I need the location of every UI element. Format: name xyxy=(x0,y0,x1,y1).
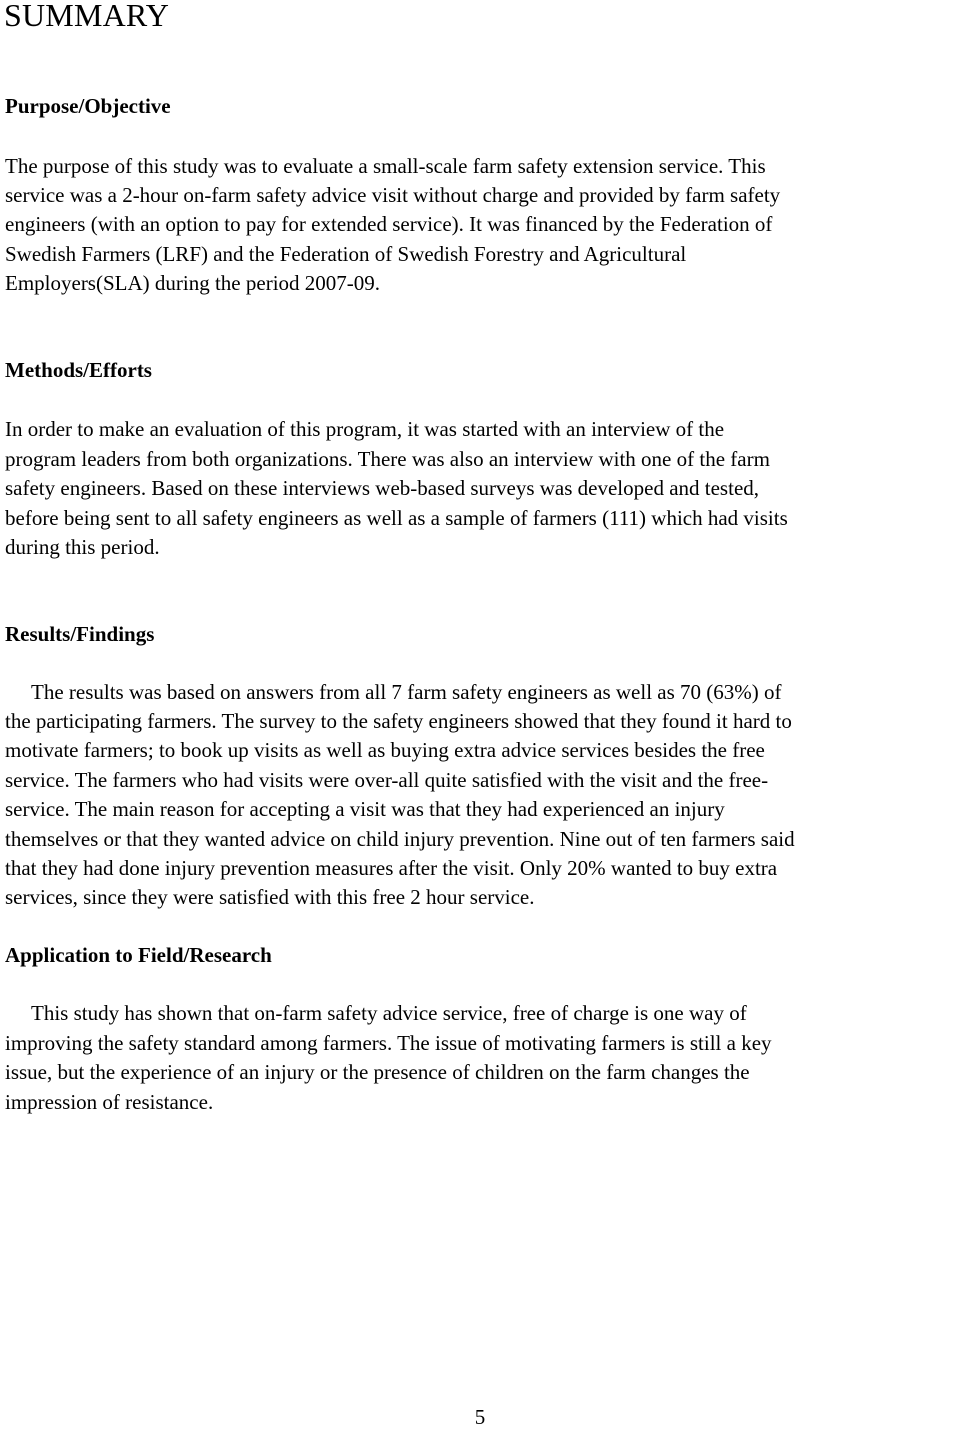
paragraph-line: program leaders from both organizations. There was also an interview with one of the farm xyxy=(5,447,770,471)
paragraph-line: before being sent to all safety engineers as well as a sample of farmers (111) which had visits xyxy=(5,506,788,530)
paragraph-line: Swedish Farmers (LRF) and the Federation of Swedish Forestry and Agricultural xyxy=(5,242,687,266)
page-number: 5 xyxy=(474,1405,486,1429)
section-heading-purpose: Purpose/Objective xyxy=(5,94,171,118)
paragraph-line: improving the safety standard among farmers. The issue of motivating farmers is still a key xyxy=(5,1031,772,1055)
paragraph-line: that they had done injury prevention measures after the visit. Only 20% wanted to buy extra xyxy=(5,856,778,880)
page-title: SUMMARY xyxy=(4,0,170,33)
section-heading-methods: Methods/Efforts xyxy=(5,358,152,382)
paragraph-line: services, since they were satisfied with this free 2 hour service. xyxy=(5,885,535,909)
paragraph-line: The results was based on answers from all 7 farm safety engineers as well as 70 (63%) of xyxy=(31,680,782,704)
paragraph-line: safety engineers. Based on these interviews web-based surveys was developed and tested, xyxy=(5,476,760,500)
section-heading-results: Results/Findings xyxy=(5,622,155,646)
paragraph-line: service. The main reason for accepting a visit was that they had experienced an injury xyxy=(5,797,725,821)
paragraph-line: motivate farmers; to book up visits as well as buying extra advice services besides the free xyxy=(5,738,765,762)
paragraph-line: In order to make an evaluation of this program, it was started with an interview of the xyxy=(5,417,725,441)
paragraph-line: themselves or that they wanted advice on child injury prevention. Nine out of ten farmers said xyxy=(5,827,795,851)
paragraph-line: service. The farmers who had visits were over-all quite satisfied with the visit and the free- xyxy=(5,768,769,792)
paragraph-line: engineers (with an option to pay for extended service). It was financed by the Federation of xyxy=(5,212,773,236)
paragraph-line: impression of resistance. xyxy=(5,1090,214,1114)
paragraph-line: Employers(SLA) during the period 2007-09. xyxy=(5,271,381,295)
paragraph-line: issue, but the experience of an injury or the presence of children on the farm changes the xyxy=(5,1060,750,1084)
paragraph-line: This study has shown that on-farm safety advice service, free of charge is one way of xyxy=(31,1001,747,1025)
paragraph-line: service was a 2-hour on-farm safety advice visit without charge and provided by farm safety xyxy=(5,183,781,207)
paragraph-line: during this period. xyxy=(5,535,160,559)
paragraph-line: The purpose of this study was to evaluate a small-scale farm safety extension service. This xyxy=(5,154,766,178)
section-heading-application: Application to Field/Research xyxy=(5,943,272,967)
paragraph-line: the participating farmers. The survey to the safety engineers showed that they found it hard to xyxy=(5,709,792,733)
